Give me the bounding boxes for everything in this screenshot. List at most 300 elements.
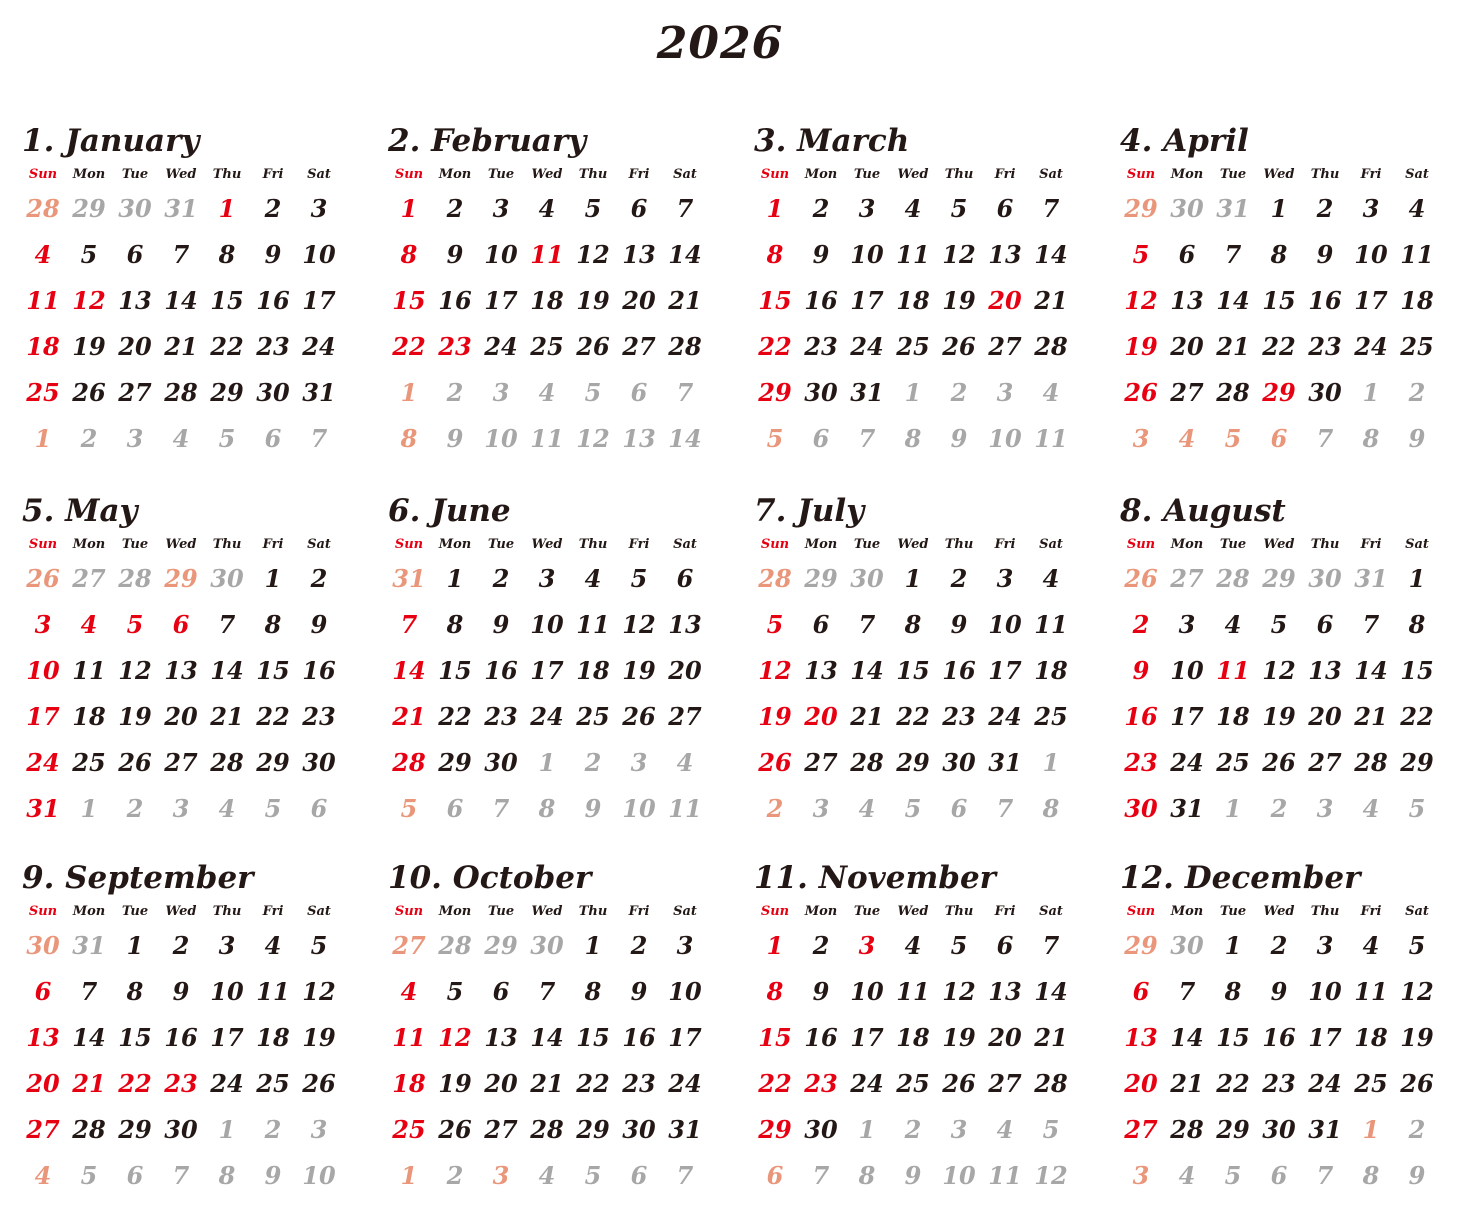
weekday-label: Tue bbox=[121, 537, 149, 552]
day-cell: 28 bbox=[438, 931, 472, 960]
day-cell: 10 bbox=[26, 656, 60, 685]
day-cell: 17 bbox=[1354, 286, 1388, 315]
day-cell: 31 bbox=[72, 931, 106, 960]
day-cell: 15 bbox=[576, 1023, 610, 1052]
day-cell: 10 bbox=[302, 240, 336, 269]
day-cell: 21 bbox=[530, 1069, 564, 1098]
day-cell: 29 bbox=[1124, 931, 1158, 960]
week-row bbox=[1118, 416, 1458, 462]
day-cell: 22 bbox=[256, 702, 290, 731]
weekday-label: Fri bbox=[628, 904, 650, 919]
week-row bbox=[752, 1015, 1092, 1061]
day-cell: 20 bbox=[622, 286, 656, 315]
weekday-label: Thu bbox=[578, 537, 608, 552]
month-block bbox=[20, 488, 360, 832]
weekday-label: Tue bbox=[487, 167, 515, 182]
week-row bbox=[752, 740, 1092, 786]
week-row bbox=[752, 416, 1092, 462]
week-row bbox=[20, 556, 360, 602]
day-cell: 26 bbox=[1262, 748, 1296, 777]
day-cell: 22 bbox=[1216, 1069, 1250, 1098]
day-cell: 6 bbox=[1316, 610, 1334, 639]
day-cell: 6 bbox=[812, 424, 830, 453]
week-row bbox=[20, 648, 360, 694]
day-cell: 10 bbox=[668, 977, 702, 1006]
day-cell: 13 bbox=[622, 240, 656, 269]
week-row bbox=[752, 232, 1092, 278]
day-cell: 12 bbox=[622, 610, 656, 639]
day-cell: 15 bbox=[210, 286, 244, 315]
day-cell: 6 bbox=[264, 424, 282, 453]
day-cell: 23 bbox=[804, 1069, 838, 1098]
day-cell: 29 bbox=[164, 564, 198, 593]
day-cell: 1 bbox=[218, 1115, 236, 1144]
week-row bbox=[1118, 1015, 1458, 1061]
weekday-label: Tue bbox=[853, 904, 881, 919]
weekday-header-row bbox=[386, 164, 726, 186]
day-cell: 8 bbox=[218, 1161, 236, 1190]
day-cell: 20 bbox=[118, 332, 152, 361]
day-cell: 16 bbox=[622, 1023, 656, 1052]
weekday-label: Sun bbox=[760, 167, 790, 182]
weekday-label: Wed bbox=[531, 167, 563, 182]
day-cell: 4 bbox=[904, 931, 922, 960]
day-cell: 25 bbox=[896, 332, 930, 361]
day-cell: 3 bbox=[492, 194, 510, 223]
week-row bbox=[386, 232, 726, 278]
day-cell: 7 bbox=[1042, 194, 1060, 223]
day-cell: 12 bbox=[942, 240, 976, 269]
day-cell: 29 bbox=[576, 1115, 610, 1144]
day-cell: 27 bbox=[72, 564, 106, 593]
day-cell: 1 bbox=[400, 1161, 418, 1190]
day-cell: 5 bbox=[1042, 1115, 1060, 1144]
day-cell: 27 bbox=[804, 748, 838, 777]
day-cell: 26 bbox=[1124, 564, 1158, 593]
day-cell: 25 bbox=[1034, 702, 1068, 731]
day-cell: 9 bbox=[172, 977, 190, 1006]
day-cell: 4 bbox=[676, 748, 694, 777]
day-cell: 14 bbox=[850, 656, 884, 685]
day-cell: 1 bbox=[264, 564, 282, 593]
weekday-label: Wed bbox=[1263, 167, 1295, 182]
weekday-label: Sat bbox=[1039, 167, 1063, 182]
day-cell: 18 bbox=[1034, 656, 1068, 685]
day-cell: 27 bbox=[668, 702, 702, 731]
day-cell: 28 bbox=[1216, 564, 1250, 593]
day-cell: 29 bbox=[804, 564, 838, 593]
day-cell: 9 bbox=[1408, 1161, 1426, 1190]
day-cell: 19 bbox=[438, 1069, 472, 1098]
day-cell: 31 bbox=[668, 1115, 702, 1144]
weekday-label: Sat bbox=[1405, 167, 1429, 182]
month-title: 2. February bbox=[388, 123, 587, 159]
day-cell: 28 bbox=[392, 748, 426, 777]
day-cell: 2 bbox=[1408, 1115, 1426, 1144]
day-cell: 22 bbox=[758, 1069, 792, 1098]
day-cell: 16 bbox=[1124, 702, 1158, 731]
week-row bbox=[20, 370, 360, 416]
day-cell: 19 bbox=[758, 702, 792, 731]
week-row bbox=[20, 186, 360, 232]
day-cell: 9 bbox=[904, 1161, 922, 1190]
day-cell: 13 bbox=[484, 1023, 518, 1052]
weekday-label: Sun bbox=[760, 904, 790, 919]
day-cell: 19 bbox=[1124, 332, 1158, 361]
day-cell: 28 bbox=[1034, 332, 1068, 361]
day-cell: 16 bbox=[804, 1023, 838, 1052]
day-cell: 12 bbox=[1034, 1161, 1068, 1190]
weekday-label: Thu bbox=[1310, 904, 1340, 919]
day-cell: 8 bbox=[1362, 424, 1380, 453]
day-cell: 9 bbox=[446, 240, 464, 269]
day-cell: 9 bbox=[950, 424, 968, 453]
day-cell: 3 bbox=[858, 194, 876, 223]
week-row bbox=[1118, 1153, 1458, 1199]
day-cell: 30 bbox=[118, 194, 152, 223]
day-cell: 27 bbox=[1308, 748, 1342, 777]
week-row bbox=[1118, 232, 1458, 278]
day-cell: 1 bbox=[538, 748, 556, 777]
day-cell: 9 bbox=[1270, 977, 1288, 1006]
day-cell: 11 bbox=[988, 1161, 1022, 1190]
day-cell: 28 bbox=[210, 748, 244, 777]
day-cell: 3 bbox=[1362, 194, 1380, 223]
weekday-label: Wed bbox=[897, 904, 929, 919]
day-cell: 6 bbox=[446, 794, 464, 823]
day-cell: 27 bbox=[118, 378, 152, 407]
day-cell: 16 bbox=[1262, 1023, 1296, 1052]
day-cell: 7 bbox=[996, 794, 1014, 823]
weekday-label: Thu bbox=[1310, 537, 1340, 552]
day-cell: 3 bbox=[492, 378, 510, 407]
day-cell: 10 bbox=[302, 1161, 336, 1190]
day-cell: 6 bbox=[492, 977, 510, 1006]
day-cell: 7 bbox=[400, 610, 418, 639]
week-row bbox=[386, 648, 726, 694]
day-cell: 21 bbox=[850, 702, 884, 731]
day-cell: 11 bbox=[668, 794, 702, 823]
day-cell: 31 bbox=[1216, 194, 1250, 223]
day-cell: 18 bbox=[530, 286, 564, 315]
day-cell: 27 bbox=[484, 1115, 518, 1144]
day-cell: 3 bbox=[996, 564, 1014, 593]
day-cell: 5 bbox=[950, 931, 968, 960]
weekday-label: Sat bbox=[1405, 904, 1429, 919]
day-cell: 2 bbox=[492, 564, 510, 593]
day-cell: 28 bbox=[530, 1115, 564, 1144]
weekday-label: Thu bbox=[944, 537, 974, 552]
day-cell: 26 bbox=[72, 378, 106, 407]
week-row bbox=[20, 602, 360, 648]
day-cell: 10 bbox=[484, 424, 518, 453]
day-cell: 19 bbox=[1400, 1023, 1434, 1052]
weekday-header-row bbox=[752, 534, 1092, 556]
weekday-label: Sun bbox=[760, 537, 790, 552]
weekday-header-row bbox=[20, 901, 360, 923]
day-cell: 2 bbox=[264, 1115, 282, 1144]
day-cell: 6 bbox=[34, 977, 52, 1006]
day-cell: 1 bbox=[400, 378, 418, 407]
day-cell: 7 bbox=[1316, 1161, 1334, 1190]
day-cell: 17 bbox=[850, 1023, 884, 1052]
day-cell: 18 bbox=[576, 656, 610, 685]
day-cell: 21 bbox=[72, 1069, 106, 1098]
day-cell: 20 bbox=[26, 1069, 60, 1098]
month-block bbox=[752, 855, 1092, 1199]
day-cell: 1 bbox=[766, 931, 784, 960]
day-cell: 3 bbox=[126, 424, 144, 453]
day-cell: 17 bbox=[1170, 702, 1204, 731]
day-cell: 29 bbox=[1124, 194, 1158, 223]
week-row bbox=[1118, 786, 1458, 832]
day-cell: 3 bbox=[538, 564, 556, 593]
day-cell: 5 bbox=[80, 240, 98, 269]
day-cell: 29 bbox=[484, 931, 518, 960]
day-cell: 14 bbox=[1216, 286, 1250, 315]
day-cell: 21 bbox=[392, 702, 426, 731]
month-title: 12. December bbox=[1120, 860, 1361, 896]
weekday-label: Sat bbox=[673, 167, 697, 182]
weekday-label: Mon bbox=[72, 904, 106, 919]
day-cell: 23 bbox=[804, 332, 838, 361]
day-cell: 28 bbox=[1034, 1069, 1068, 1098]
day-cell: 8 bbox=[400, 240, 418, 269]
day-cell: 11 bbox=[1354, 977, 1388, 1006]
day-cell: 2 bbox=[446, 1161, 464, 1190]
day-cell: 8 bbox=[1042, 794, 1060, 823]
day-cell: 10 bbox=[622, 794, 656, 823]
week-row bbox=[386, 602, 726, 648]
day-cell: 25 bbox=[72, 748, 106, 777]
day-cell: 7 bbox=[1362, 610, 1380, 639]
day-cell: 26 bbox=[758, 748, 792, 777]
day-cell: 10 bbox=[1354, 240, 1388, 269]
day-cell: 20 bbox=[668, 656, 702, 685]
day-cell: 11 bbox=[1400, 240, 1434, 269]
day-cell: 16 bbox=[804, 286, 838, 315]
day-cell: 7 bbox=[858, 610, 876, 639]
day-cell: 9 bbox=[812, 240, 830, 269]
day-cell: 13 bbox=[164, 656, 198, 685]
day-cell: 24 bbox=[988, 702, 1022, 731]
day-cell: 1 bbox=[904, 564, 922, 593]
day-cell: 13 bbox=[1170, 286, 1204, 315]
week-row bbox=[20, 1061, 360, 1107]
day-cell: 9 bbox=[630, 977, 648, 1006]
day-cell: 15 bbox=[1216, 1023, 1250, 1052]
day-cell: 23 bbox=[622, 1069, 656, 1098]
day-cell: 7 bbox=[676, 1161, 694, 1190]
weekday-label: Wed bbox=[1263, 904, 1295, 919]
weekday-label: Mon bbox=[438, 904, 472, 919]
day-cell: 8 bbox=[218, 240, 236, 269]
day-cell: 28 bbox=[1354, 748, 1388, 777]
month-block bbox=[1118, 118, 1458, 462]
weekday-label: Tue bbox=[853, 537, 881, 552]
weekday-label: Mon bbox=[72, 167, 106, 182]
week-row bbox=[1118, 278, 1458, 324]
day-cell: 24 bbox=[1170, 748, 1204, 777]
day-cell: 20 bbox=[988, 1023, 1022, 1052]
day-cell: 26 bbox=[1400, 1069, 1434, 1098]
weekday-label: Sun bbox=[394, 167, 424, 182]
weekday-label: Wed bbox=[531, 537, 563, 552]
weekday-label: Sat bbox=[307, 904, 331, 919]
day-cell: 18 bbox=[72, 702, 106, 731]
week-row bbox=[20, 740, 360, 786]
day-cell: 6 bbox=[1132, 977, 1150, 1006]
day-cell: 8 bbox=[1224, 977, 1242, 1006]
weekday-label: Sat bbox=[673, 537, 697, 552]
weekday-label: Sat bbox=[1039, 904, 1063, 919]
weekday-label: Thu bbox=[1310, 167, 1340, 182]
day-cell: 24 bbox=[302, 332, 336, 361]
week-row bbox=[386, 969, 726, 1015]
weekday-label: Fri bbox=[628, 537, 650, 552]
day-cell: 26 bbox=[118, 748, 152, 777]
day-cell: 11 bbox=[576, 610, 610, 639]
day-cell: 18 bbox=[896, 286, 930, 315]
day-cell: 26 bbox=[942, 332, 976, 361]
weekday-label: Thu bbox=[944, 167, 974, 182]
day-cell: 24 bbox=[850, 1069, 884, 1098]
day-cell: 23 bbox=[1308, 332, 1342, 361]
day-cell: 30 bbox=[1170, 194, 1204, 223]
day-cell: 31 bbox=[1170, 794, 1204, 823]
day-cell: 15 bbox=[1262, 286, 1296, 315]
day-cell: 16 bbox=[1308, 286, 1342, 315]
day-cell: 11 bbox=[1034, 424, 1068, 453]
day-cell: 3 bbox=[310, 1115, 328, 1144]
weekday-header-row bbox=[20, 164, 360, 186]
day-cell: 5 bbox=[126, 610, 144, 639]
day-cell: 11 bbox=[256, 977, 290, 1006]
day-cell: 7 bbox=[310, 424, 328, 453]
day-cell: 1 bbox=[1362, 378, 1380, 407]
day-cell: 3 bbox=[858, 931, 876, 960]
day-cell: 30 bbox=[530, 931, 564, 960]
day-cell: 30 bbox=[26, 931, 60, 960]
week-row bbox=[20, 1153, 360, 1199]
day-cell: 26 bbox=[438, 1115, 472, 1144]
day-cell: 1 bbox=[1408, 564, 1426, 593]
day-cell: 2 bbox=[172, 931, 190, 960]
weekday-label: Fri bbox=[628, 167, 650, 182]
weekday-label: Mon bbox=[438, 167, 472, 182]
day-cell: 4 bbox=[584, 564, 602, 593]
day-cell: 26 bbox=[622, 702, 656, 731]
week-row bbox=[386, 278, 726, 324]
month-title: 1. January bbox=[22, 123, 200, 159]
weekday-label: Fri bbox=[1360, 167, 1382, 182]
day-cell: 28 bbox=[1170, 1115, 1204, 1144]
day-cell: 15 bbox=[392, 286, 426, 315]
day-cell: 29 bbox=[758, 1115, 792, 1144]
day-cell: 22 bbox=[118, 1069, 152, 1098]
day-cell: 5 bbox=[400, 794, 418, 823]
day-cell: 2 bbox=[1270, 931, 1288, 960]
day-cell: 10 bbox=[484, 240, 518, 269]
day-cell: 4 bbox=[996, 1115, 1014, 1144]
month-title: 7. July bbox=[754, 493, 865, 529]
day-cell: 2 bbox=[1316, 194, 1334, 223]
day-cell: 6 bbox=[676, 564, 694, 593]
month-block bbox=[386, 118, 726, 462]
weekday-header-row bbox=[1118, 164, 1458, 186]
day-cell: 18 bbox=[26, 332, 60, 361]
week-row bbox=[20, 923, 360, 969]
day-cell: 4 bbox=[1362, 931, 1380, 960]
day-cell: 22 bbox=[438, 702, 472, 731]
day-cell: 17 bbox=[1308, 1023, 1342, 1052]
day-cell: 30 bbox=[804, 378, 838, 407]
day-cell: 10 bbox=[530, 610, 564, 639]
weekday-label: Sun bbox=[1126, 167, 1156, 182]
day-cell: 13 bbox=[1308, 656, 1342, 685]
day-cell: 5 bbox=[1408, 794, 1426, 823]
weekday-label: Wed bbox=[531, 904, 563, 919]
day-cell: 15 bbox=[438, 656, 472, 685]
day-cell: 29 bbox=[1400, 748, 1434, 777]
week-row bbox=[752, 969, 1092, 1015]
day-cell: 4 bbox=[264, 931, 282, 960]
day-cell: 6 bbox=[1270, 1161, 1288, 1190]
day-cell: 22 bbox=[896, 702, 930, 731]
day-cell: 31 bbox=[1308, 1115, 1342, 1144]
weekday-label: Sat bbox=[1405, 537, 1429, 552]
weekday-label: Thu bbox=[212, 537, 242, 552]
day-cell: 28 bbox=[72, 1115, 106, 1144]
day-cell: 31 bbox=[1354, 564, 1388, 593]
day-cell: 28 bbox=[668, 332, 702, 361]
day-cell: 23 bbox=[1124, 748, 1158, 777]
day-cell: 1 bbox=[858, 1115, 876, 1144]
day-cell: 5 bbox=[1224, 424, 1242, 453]
day-cell: 11 bbox=[1034, 610, 1068, 639]
day-cell: 15 bbox=[118, 1023, 152, 1052]
day-cell: 31 bbox=[392, 564, 426, 593]
day-cell: 13 bbox=[988, 240, 1022, 269]
week-row bbox=[1118, 186, 1458, 232]
day-cell: 6 bbox=[126, 1161, 144, 1190]
day-cell: 10 bbox=[1170, 656, 1204, 685]
day-cell: 23 bbox=[942, 702, 976, 731]
day-cell: 14 bbox=[1354, 656, 1388, 685]
day-cell: 30 bbox=[850, 564, 884, 593]
day-cell: 31 bbox=[164, 194, 198, 223]
day-cell: 18 bbox=[1400, 286, 1434, 315]
day-cell: 12 bbox=[758, 656, 792, 685]
day-cell: 7 bbox=[1316, 424, 1334, 453]
month-title: 11. November bbox=[754, 860, 997, 896]
day-cell: 27 bbox=[26, 1115, 60, 1144]
day-cell: 6 bbox=[630, 194, 648, 223]
day-cell: 23 bbox=[484, 702, 518, 731]
day-cell: 6 bbox=[766, 1161, 784, 1190]
day-cell: 21 bbox=[1170, 1069, 1204, 1098]
day-cell: 25 bbox=[26, 378, 60, 407]
day-cell: 9 bbox=[1132, 656, 1150, 685]
day-cell: 3 bbox=[218, 931, 236, 960]
day-cell: 5 bbox=[446, 977, 464, 1006]
day-cell: 10 bbox=[850, 240, 884, 269]
day-cell: 8 bbox=[1408, 610, 1426, 639]
day-cell: 8 bbox=[766, 240, 784, 269]
day-cell: 24 bbox=[850, 332, 884, 361]
weekday-label: Wed bbox=[897, 167, 929, 182]
weekday-label: Sun bbox=[394, 537, 424, 552]
